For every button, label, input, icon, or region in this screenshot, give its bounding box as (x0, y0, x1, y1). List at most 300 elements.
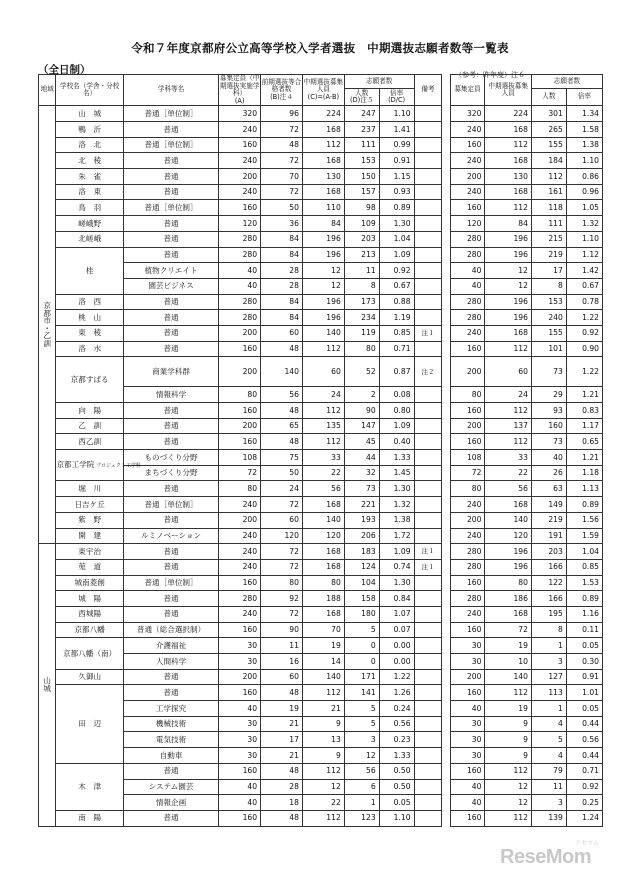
prev-count-cell: 215 (531, 231, 566, 247)
prev-count-cell: 191 (531, 528, 566, 544)
school-name: 桃 山 (56, 310, 123, 326)
prev-count-cell: 112 (531, 169, 566, 185)
remarks-cell (414, 512, 442, 528)
column-gap (442, 418, 450, 434)
prev-mid-cell: 196 (485, 310, 532, 326)
table-row (39, 716, 603, 732)
ratio-cell: 1.45 (379, 465, 414, 481)
count-cell: 52 (344, 357, 379, 387)
dept-cell: 普通 (123, 512, 218, 528)
ratio-cell: 1.32 (379, 497, 414, 513)
prev-mid-cell: 140 (485, 669, 532, 685)
column-gap (442, 622, 450, 638)
column-gap (442, 575, 450, 591)
prev-ratio-cell: 0.11 (566, 622, 602, 638)
mid-cell: 110 (302, 200, 344, 216)
dept-cell: 普通［単位制］ (123, 575, 218, 591)
prev-ratio-cell: 0.30 (566, 654, 602, 670)
capacity-cell: 240 (219, 122, 261, 138)
prev-ratio-cell: 1.17 (566, 418, 602, 434)
header-applicants: 志願者数 (344, 75, 414, 89)
column-gap (442, 763, 450, 779)
capacity-cell: 30 (219, 716, 261, 732)
table-row (39, 325, 603, 341)
school-name: 北 稜 (56, 153, 123, 169)
prev-mid-cell: 196 (485, 247, 532, 263)
remarks-cell (414, 403, 442, 419)
capacity-cell: 40 (219, 263, 261, 279)
count-cell: 56 (344, 763, 379, 779)
early-cell: 48 (261, 685, 303, 701)
header-prev-applicants: 志願者数 (531, 75, 602, 89)
school-name: 嵯峨野 (56, 216, 123, 232)
remarks-cell (414, 606, 442, 622)
header-prev-count: 人数 (531, 88, 566, 105)
table-row (39, 294, 603, 310)
prev-mid-cell: 168 (485, 122, 532, 138)
prev-capacity-cell: 30 (450, 748, 485, 764)
school-name: 乙 訓 (56, 418, 123, 434)
prev-mid-cell: 140 (485, 512, 532, 528)
count-cell: 119 (344, 325, 379, 341)
prev-count-cell: 73 (531, 357, 566, 387)
prev-mid-cell: 186 (485, 591, 532, 607)
applicants-table (38, 74, 603, 827)
column-gap (442, 528, 450, 544)
dept-cell: 普通 (123, 685, 218, 701)
prev-mid-cell: 168 (485, 606, 532, 622)
capacity-cell: 200 (219, 512, 261, 528)
school-name: 木 津 (56, 763, 123, 810)
remarks-cell (414, 528, 442, 544)
dept-cell: 普通 (123, 606, 218, 622)
dept-cell: 普通［単位制］ (123, 106, 218, 122)
mid-cell: 9 (302, 748, 344, 764)
school-name: 桂 (56, 247, 123, 294)
table-row (39, 418, 603, 434)
capacity-cell: 30 (219, 748, 261, 764)
ratio-cell: 0.84 (379, 591, 414, 607)
count-cell: 237 (344, 122, 379, 138)
prev-mid-cell: 56 (485, 481, 532, 497)
school-name: 京都八幡（南） (56, 638, 123, 669)
dept-cell: 普通 (123, 544, 218, 560)
prev-mid-cell: 196 (485, 559, 532, 575)
reference-label: （参考：昨年度）注６ (455, 71, 525, 79)
mid-cell: 196 (302, 231, 344, 247)
prev-capacity-cell: 40 (450, 263, 485, 279)
prev-count-cell: 184 (531, 153, 566, 169)
early-cell: 19 (261, 701, 303, 717)
capacity-cell: 160 (219, 434, 261, 450)
prev-capacity-cell: 280 (450, 231, 485, 247)
remarks-cell (414, 434, 442, 450)
table-body (39, 106, 603, 826)
count-cell: 0 (344, 638, 379, 654)
column-gap (442, 591, 450, 607)
ratio-cell: 0.50 (379, 763, 414, 779)
column-gap (442, 137, 450, 153)
early-cell: 72 (261, 606, 303, 622)
school-name: 朱 雀 (56, 169, 123, 185)
prev-ratio-cell: 1.21 (566, 387, 602, 403)
table-row (39, 606, 603, 622)
table-row (39, 263, 603, 279)
capacity-cell: 240 (219, 153, 261, 169)
count-cell: 180 (344, 606, 379, 622)
prev-mid-cell: 33 (485, 450, 532, 466)
early-cell: 24 (261, 481, 303, 497)
ratio-cell: 0.85 (379, 325, 414, 341)
header-prev-mid: 中期選抜募集人員 (485, 75, 532, 106)
remarks-cell (414, 216, 442, 232)
early-cell: 84 (261, 294, 303, 310)
prev-ratio-cell: 1.10 (566, 231, 602, 247)
column-gap (442, 654, 450, 670)
remarks-cell: 注１ (414, 559, 442, 575)
table-row (39, 216, 603, 232)
count-cell: 5 (344, 716, 379, 732)
header-school: 学校名（学舎・分校名） (56, 75, 123, 106)
mid-cell: 140 (302, 325, 344, 341)
prev-capacity-cell: 30 (450, 732, 485, 748)
prev-capacity-cell: 240 (450, 528, 485, 544)
mid-cell: 14 (302, 654, 344, 670)
prev-count-cell: 3 (531, 795, 566, 811)
column-gap (442, 106, 450, 122)
prev-ratio-cell: 1.24 (566, 810, 602, 826)
table-row (39, 106, 603, 122)
early-cell: 60 (261, 669, 303, 685)
count-cell: 12 (344, 748, 379, 764)
prev-ratio-cell: 0.89 (566, 497, 602, 513)
remarks-cell (414, 497, 442, 513)
area-cell: 京 都 市 ・ 乙 訓 (39, 106, 56, 544)
prev-mid-cell: 224 (485, 106, 532, 122)
prev-ratio-cell: 1.34 (566, 106, 602, 122)
dept-cell: ものづくり分野 (123, 450, 218, 466)
dept-cell: 情報企画 (123, 795, 218, 811)
early-cell: 65 (261, 418, 303, 434)
capacity-cell: 40 (219, 278, 261, 294)
prev-count-cell: 195 (531, 606, 566, 622)
prev-capacity-cell: 160 (450, 763, 485, 779)
column-gap (442, 701, 450, 717)
early-cell: 48 (261, 810, 303, 826)
prev-capacity-cell: 240 (450, 497, 485, 513)
mid-cell: 112 (302, 810, 344, 826)
table-row (39, 795, 603, 811)
column-gap (442, 263, 450, 279)
ratio-cell: 1.38 (379, 512, 414, 528)
ratio-cell: 0.92 (379, 263, 414, 279)
dept-cell: 普通 (123, 247, 218, 263)
count-cell: 0 (344, 654, 379, 670)
prev-capacity-cell: 30 (450, 716, 485, 732)
mid-cell: 24 (302, 387, 344, 403)
remarks-cell (414, 779, 442, 795)
column-gap (442, 231, 450, 247)
count-cell: 32 (344, 465, 379, 481)
prev-count-cell: 4 (531, 748, 566, 764)
remarks-cell (414, 169, 442, 185)
early-cell: 84 (261, 231, 303, 247)
column-gap (442, 153, 450, 169)
capacity-cell: 280 (219, 294, 261, 310)
mid-cell: 120 (302, 528, 344, 544)
dept-cell: 普通 (123, 591, 218, 607)
ratio-cell: 0.89 (379, 200, 414, 216)
prev-capacity-cell: 160 (450, 200, 485, 216)
remarks-cell (414, 795, 442, 811)
prev-ratio-cell: 0.25 (566, 795, 602, 811)
count-cell: 171 (344, 669, 379, 685)
capacity-cell: 40 (219, 779, 261, 795)
prev-mid-cell: 112 (485, 434, 532, 450)
capacity-cell: 40 (219, 795, 261, 811)
mid-cell: 168 (302, 606, 344, 622)
column-gap (442, 387, 450, 403)
table-row (39, 450, 603, 466)
dept-cell: システム園芸 (123, 779, 218, 795)
remarks-cell (414, 106, 442, 122)
mid-cell: 12 (302, 263, 344, 279)
early-cell: 36 (261, 216, 303, 232)
dept-cell: 普通（総合選択制） (123, 622, 218, 638)
prev-capacity-cell: 200 (450, 418, 485, 434)
mid-cell: 21 (302, 701, 344, 717)
column-gap (442, 169, 450, 185)
school-name: 莵 道 (56, 559, 123, 575)
remarks-cell (414, 669, 442, 685)
mid-cell: 112 (302, 763, 344, 779)
prev-mid-cell: 112 (485, 685, 532, 701)
table-row (39, 732, 603, 748)
capacity-cell: 40 (219, 701, 261, 717)
capacity-cell: 320 (219, 106, 261, 122)
school-name: 田 辺 (56, 685, 123, 763)
dept-cell: 普通 (123, 763, 218, 779)
prev-count-cell: 166 (531, 559, 566, 575)
ratio-cell: 0.74 (379, 559, 414, 575)
early-cell: 18 (261, 795, 303, 811)
ratio-cell: 1.72 (379, 528, 414, 544)
prev-mid-cell: 130 (485, 169, 532, 185)
table-row (39, 544, 603, 560)
count-cell: 5 (344, 622, 379, 638)
ratio-cell: 1.10 (379, 106, 414, 122)
table-row (39, 528, 603, 544)
column-gap (442, 278, 450, 294)
ratio-cell: 1.33 (379, 450, 414, 466)
count-cell: 147 (344, 418, 379, 434)
capacity-cell: 240 (219, 606, 261, 622)
dept-cell: 普通 (123, 669, 218, 685)
mid-cell: 112 (302, 341, 344, 357)
early-cell: 60 (261, 325, 303, 341)
capacity-cell: 160 (219, 200, 261, 216)
prev-mid-cell: 112 (485, 403, 532, 419)
prev-capacity-cell: 40 (450, 701, 485, 717)
prev-count-cell: 11 (531, 779, 566, 795)
prev-ratio-cell: 1.56 (566, 512, 602, 528)
table-row (39, 685, 603, 701)
prev-count-cell: 153 (531, 294, 566, 310)
header-capacity: 募集定員（中期選抜実施学科） (A) (219, 74, 260, 105)
prev-ratio-cell: 1.18 (566, 465, 602, 481)
prev-mid-cell: 168 (485, 184, 532, 200)
remarks-cell (414, 341, 442, 357)
capacity-cell: 200 (219, 418, 261, 434)
school-name: 南 陽 (56, 810, 123, 826)
prev-ratio-cell: 0.71 (566, 763, 602, 779)
school-name: 紫 野 (56, 512, 123, 528)
dept-cell: 普通 (123, 184, 218, 200)
dept-cell: 機械技術 (123, 716, 218, 732)
prev-ratio-cell: 0.65 (566, 434, 602, 450)
early-cell: 48 (261, 341, 303, 357)
column-gap (442, 779, 450, 795)
ratio-cell: 0.80 (379, 403, 414, 419)
early-cell: 72 (261, 559, 303, 575)
prev-ratio-cell: 1.01 (566, 685, 602, 701)
remarks-cell (414, 231, 442, 247)
remarks-cell (414, 122, 442, 138)
prev-mid-cell: 12 (485, 779, 532, 795)
capacity-cell: 160 (219, 137, 261, 153)
prev-capacity-cell: 72 (450, 465, 485, 481)
early-cell: 28 (261, 263, 303, 279)
prev-capacity-cell: 240 (450, 606, 485, 622)
ratio-cell: 1.19 (379, 310, 414, 326)
prev-mid-cell: 19 (485, 638, 532, 654)
prev-mid-cell: 112 (485, 341, 532, 357)
count-cell: 247 (344, 106, 379, 122)
count-cell: 213 (344, 247, 379, 263)
ratio-cell: 1.04 (379, 231, 414, 247)
mid-cell: 196 (302, 310, 344, 326)
column-gap (442, 403, 450, 419)
remarks-cell: 注１ (414, 544, 442, 560)
table-row (39, 231, 603, 247)
prev-count-cell: 26 (531, 465, 566, 481)
remarks-cell (414, 184, 442, 200)
prev-count-cell: 118 (531, 200, 566, 216)
header-remarks: 備考 (414, 75, 442, 106)
count-cell: 90 (344, 403, 379, 419)
header-ratio: 倍率 (D/C) (379, 88, 414, 105)
remarks-cell (414, 732, 442, 748)
mid-cell: 112 (302, 685, 344, 701)
prev-ratio-cell: 1.21 (566, 450, 602, 466)
dept-cell: 普通［単位制］ (123, 497, 218, 513)
dept-cell: 普通 (123, 216, 218, 232)
dept-cell: 情報科学 (123, 387, 218, 403)
prev-count-cell: 166 (531, 591, 566, 607)
prev-ratio-cell: 0.92 (566, 779, 602, 795)
table-row (39, 810, 603, 826)
column-gap (442, 732, 450, 748)
prev-ratio-cell: 1.38 (566, 137, 602, 153)
count-cell: 98 (344, 200, 379, 216)
remarks-cell (414, 450, 442, 466)
prev-count-cell: 161 (531, 184, 566, 200)
column-gap (442, 465, 450, 481)
prev-count-cell: 5 (531, 732, 566, 748)
dept-cell: 工学探究 (123, 701, 218, 717)
dept-cell: 普通 (123, 481, 218, 497)
school-name: 京都すばる (56, 357, 123, 403)
ratio-cell: 0.93 (379, 184, 414, 200)
count-cell: 8 (344, 278, 379, 294)
school-name: 鴨 沂 (56, 122, 123, 138)
column-gap (442, 795, 450, 811)
column-gap (442, 669, 450, 685)
dept-cell: 自動車 (123, 748, 218, 764)
early-cell: 17 (261, 732, 303, 748)
resemom-logo: ReseMom (500, 846, 591, 868)
resemom-logo-kana: リセマム (575, 840, 599, 847)
mid-cell: 56 (302, 481, 344, 497)
prev-mid-cell: 168 (485, 497, 532, 513)
table-row (39, 701, 603, 717)
prev-mid-cell: 196 (485, 544, 532, 560)
school-name: 城 陽 (56, 591, 123, 607)
capacity-cell: 108 (219, 450, 261, 466)
prev-ratio-cell: 1.32 (566, 216, 602, 232)
column-gap (442, 748, 450, 764)
mid-cell: 140 (302, 669, 344, 685)
prev-mid-cell: 137 (485, 418, 532, 434)
early-cell: 48 (261, 137, 303, 153)
dept-cell: 普通 (123, 310, 218, 326)
prev-ratio-cell: 1.13 (566, 481, 602, 497)
prev-count-cell: 160 (531, 418, 566, 434)
table-row (39, 341, 603, 357)
capacity-cell: 200 (219, 169, 261, 185)
prev-capacity-cell: 40 (450, 795, 485, 811)
table-row (39, 357, 603, 387)
column-gap (442, 685, 450, 701)
prev-count-cell: 240 (531, 310, 566, 326)
dept-cell: 普通 (123, 559, 218, 575)
prev-ratio-cell: 0.92 (566, 325, 602, 341)
early-cell: 96 (261, 106, 303, 122)
ratio-cell: 0.99 (379, 137, 414, 153)
column-gap (442, 559, 450, 575)
prev-mid-cell: 112 (485, 137, 532, 153)
capacity-cell: 30 (219, 638, 261, 654)
prev-capacity-cell: 240 (450, 153, 485, 169)
table-row (39, 434, 603, 450)
column-gap (442, 450, 450, 466)
early-cell: 16 (261, 654, 303, 670)
count-cell: 150 (344, 169, 379, 185)
prev-ratio-cell: 1.42 (566, 263, 602, 279)
mid-cell: 80 (302, 575, 344, 591)
ratio-cell: 0.91 (379, 153, 414, 169)
remarks-cell (414, 418, 442, 434)
table-row (39, 122, 603, 138)
dept-cell: 普通 (123, 403, 218, 419)
capacity-cell: 120 (219, 216, 261, 232)
table-row (39, 169, 603, 185)
count-cell: 5 (344, 701, 379, 717)
early-cell: 48 (261, 763, 303, 779)
header-area: 地域 (39, 75, 56, 106)
school-name: 鳥 羽 (56, 200, 123, 216)
early-cell: 60 (261, 512, 303, 528)
